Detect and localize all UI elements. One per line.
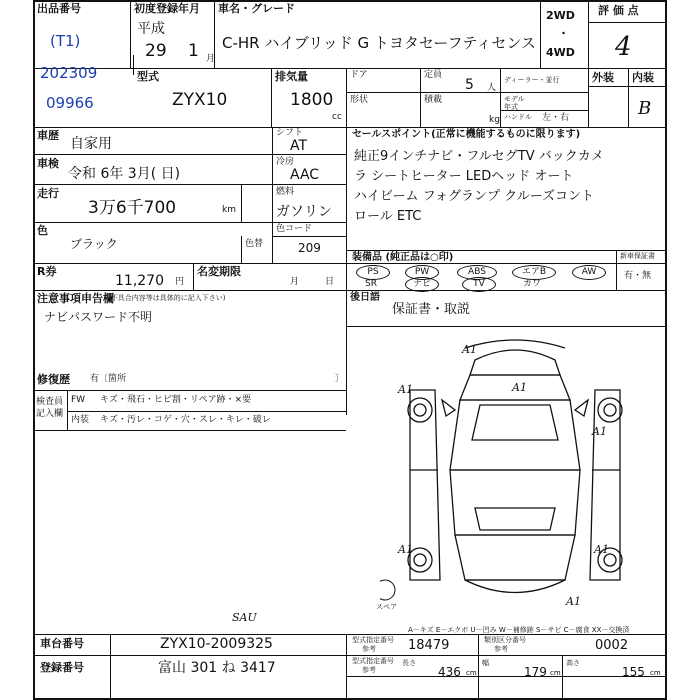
height-value: 155 [622,665,645,679]
sales-point-line2: ラ シートヒーター LEDヘッド オート [354,169,574,184]
equip-airbag: エアB [512,265,556,280]
dims-label: 型式指定番号 [352,657,394,665]
recycle-label: R券 [37,265,57,278]
displacement-label: 排気量 [275,70,308,83]
lot-number-line3: 09966 [46,94,94,112]
class-no-reference: 参考 [494,645,508,653]
drive-dot: ・ [558,27,569,40]
handle-value: 左・右 [542,113,570,123]
sales-point-line4: ロール ETC [354,209,422,224]
name-change-label: 名変期限 [197,265,241,278]
lot-number-line1: (T1) [50,32,81,50]
type-no-value: 18479 [408,638,450,653]
notes-text: ナビパスワード不明 [44,310,153,324]
mileage-label: 走行 [37,187,59,200]
capacity: 5 [465,77,474,93]
after-sale-text: 保証書・取説 [392,302,471,317]
type-no-label: 型式指定番号 [352,636,394,644]
height-unit: cm [650,669,661,677]
equip-leather: カワ [523,279,542,289]
repaint-label: 色替 [245,239,264,249]
equip-abs: ABS [457,265,497,280]
notes-label: 注意事項申告欄 [37,292,114,305]
load-label: 積載 [424,95,443,105]
reg-year: 29 [145,41,167,61]
recycle-value: 11,270 [115,273,164,289]
inspector-row1-head: FW [71,395,86,405]
repair-history-label: 修復歴 [37,373,70,386]
ac-label: 冷房 [276,157,295,167]
recycle-unit: 円 [175,277,185,287]
displacement: 1800 [290,90,334,110]
damage-mark: A1 [398,383,413,396]
evaluation-label: 評 価 点 [598,4,639,17]
evaluation-score: 4 [615,32,632,62]
capacity-unit: 人 [487,83,497,93]
repair-history-close: 〕 [335,374,345,384]
lot-number-line2: 202309 [40,64,98,82]
equip-navi: ナビ [405,277,439,292]
car-body-diagram [380,330,650,620]
usage-value: 自家用 [70,136,112,152]
after-sale-label: 後日語 [350,292,380,303]
equip-sr: SR [365,279,377,289]
equip-aw: AW [572,265,606,280]
equip-pw: PW [405,265,439,280]
width-label: 幅 [482,659,489,667]
dims-reference: 参考 [362,666,376,674]
inspection-value: 令和 6年 3月( 日) [68,166,181,182]
first-registration-label: 初度登録年月 [134,2,200,15]
drive-4wd: 4WD [546,46,575,59]
chassis-number: ZYX10-2009325 [160,636,273,652]
sales-point-line3: ハイビーム フォグランプ クルーズコント [354,189,595,204]
drive-2wd: 2WD [546,9,575,22]
damage-mark: A1 [592,425,607,438]
damage-mark: SAU [232,611,257,624]
class-no-value: 0002 [595,638,629,653]
equipment-label: 装備品 (純正品は○印) [352,252,454,263]
capacity-label: 定員 [424,70,443,80]
length-label: 長さ [402,659,416,667]
shift-value: AT [290,138,308,154]
mileage-unit: km [222,205,236,215]
model-year-label: モデル年式 [504,95,525,111]
length-unit: cm [466,669,477,677]
doors-label: ドア [350,70,368,80]
damage-mark: A1 [398,543,413,556]
shape-label: 形状 [350,95,369,105]
exterior-label: 外装 [592,71,614,84]
damage-mark: A1 [594,543,609,556]
mileage-value: 3万6千700 [88,198,177,218]
displacement-unit: cc [332,112,342,122]
spare-label: スペア [376,603,397,611]
color-value: ブラック [70,237,118,251]
handle-label: ハンドル [504,113,532,121]
model-label: 型式 [137,70,159,83]
color-label: 色 [37,224,48,237]
notes-sublabel: (不具合内容等は具体的に記入下さい) [108,294,226,302]
shift-label: シフト [276,128,304,138]
era: 平成 [137,21,165,37]
inspector-row2: キズ・汚レ・コゲ・穴・スレ・キレ・破レ [100,415,271,425]
name-change-month: 月 [290,277,300,287]
color-code-label: 色コード [276,224,313,234]
damage-mark: A1 [462,343,477,356]
equip-tv: TV [462,277,496,292]
fuel-label: 燃料 [276,187,295,197]
interior-label: 内装 [632,71,654,84]
usage-label: 車歴 [37,129,59,142]
inspector-row1: キズ・飛石・ヒビ割・リペア跡・×要 [100,395,252,405]
car-name: C-HR ハイブリッド G トヨタセーフティセンス [222,34,536,52]
damage-legend: A－キズ E－エクボ U－凹み W－補修跡 S－サビ C－腐食 XX－交換済 [408,626,630,634]
model-code: ZYX10 [172,90,228,110]
plate-label: 登録番号 [40,661,84,674]
class-no-label: 類別区分番号 [484,636,526,644]
dealer-label: ディーラー・並行 [504,76,560,84]
repair-history-value: 有〔箇所 [90,374,127,384]
inspection-label: 車検 [37,157,59,170]
color-code-value: 209 [298,241,321,255]
reg-month: 1 [188,41,199,61]
width-value: 179 [524,665,547,679]
warranty-value: 有・無 [624,271,652,281]
month-unit: 月 [206,54,216,64]
interior-score: B [638,98,652,119]
chassis-label: 車台番号 [40,637,84,650]
height-label: 高さ [566,659,580,667]
damage-mark: A1 [566,595,581,608]
sales-point-label: セールスポイント(正常に機能するものに限ります) [352,129,581,140]
load-unit: kg [489,115,500,125]
inspector-label: 検査員記入欄 [36,397,64,419]
car-name-label: 車名・グレード [218,2,295,15]
fuel-value: ガソリン [276,204,332,220]
length-value: 436 [438,665,461,679]
plate-number: 富山 301 ね 3417 [158,660,276,676]
equip-ps: PS [356,265,390,280]
sales-point-line1: 純正9インチナビ・フルセグTV バックカメ [354,149,604,164]
name-change-day: 日 [325,277,335,287]
warranty-label: 新車保証書 [620,252,655,260]
type-no-reference: 参考 [362,645,376,653]
lot-number-label: 出品番号 [37,2,81,15]
damage-mark: A1 [512,381,527,394]
ac-value: AAC [290,167,320,183]
width-unit: cm [550,669,561,677]
inspector-row2-head: 内装 [71,415,90,425]
